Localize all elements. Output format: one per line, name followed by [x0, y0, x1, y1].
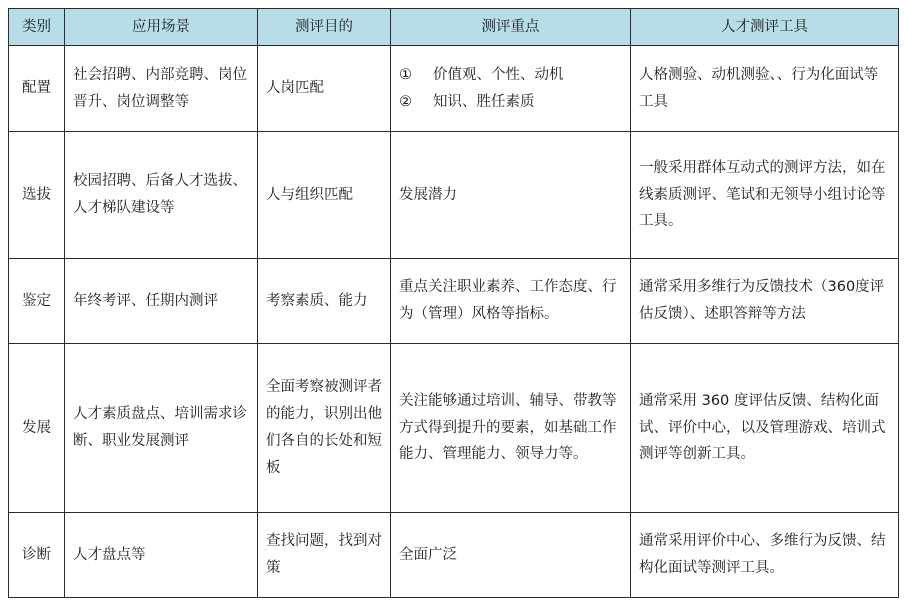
purpose-cell: 全面考察被测评者的能力，识别出他们各自的长处和短板	[258, 344, 391, 513]
focus-cell: 关注能够通过培训、辅导、带教等方式得到提升的要素，如基础工作能力、管理能力、领导力等。	[391, 344, 631, 513]
focus-cell	[391, 46, 631, 132]
scenario-cell: 人才素质盘点、培训需求诊断、职业发展测评	[65, 344, 258, 513]
purpose-cell: 人岗匹配	[258, 46, 391, 132]
tools-cell: 通常采用评价中心、多维行为反馈、结构化面试等测评工具。	[631, 513, 899, 598]
focus-cell: 全面广泛	[391, 513, 631, 598]
scenario-cell: 人才盘点等	[65, 513, 258, 598]
focus-item-text: 价值观、个性、动机	[433, 66, 564, 83]
header-tools: 人才测评工具	[631, 9, 899, 46]
focus-item-text: 知识、胜任素质	[433, 93, 535, 110]
category-cell: 诊断	[9, 513, 65, 598]
category-cell: 发展	[9, 344, 65, 513]
purpose-cell: 考察素质、能力	[258, 259, 391, 344]
header-category: 类别	[9, 9, 65, 46]
header-row	[9, 9, 899, 46]
category-cell: 配置	[9, 46, 65, 132]
focus-marker: ①	[399, 66, 412, 83]
purpose-cell: 查找问题，找到对策	[258, 513, 391, 598]
header-focus: 测评重点	[391, 9, 631, 46]
focus-item	[399, 89, 622, 116]
category-cell: 选拔	[9, 132, 65, 259]
table-row	[9, 46, 899, 132]
tools-cell: 通常采用多维行为反馈技术（360度评估反馈）、述职答辩等方法	[631, 259, 899, 344]
table-row	[9, 132, 899, 259]
scenario-cell: 社会招聘、内部竞聘、岗位晋升、岗位调整等	[65, 46, 258, 132]
header-scenario: 应用场景	[65, 9, 258, 46]
tools-cell: 一般采用群体互动式的测评方法，如在线素质测评、笔试和无领导小组讨论等工具。	[631, 132, 899, 259]
focus-marker: ②	[399, 93, 412, 110]
assessment-table	[8, 8, 899, 598]
tools-cell: 通常采用 360 度评估反馈、结构化面试、评价中心，以及管理游戏、培训式测评等创新工具。	[631, 344, 899, 513]
table-row	[9, 513, 899, 598]
focus-item	[399, 62, 622, 89]
table-row	[9, 259, 899, 344]
category-cell: 鉴定	[9, 259, 65, 344]
header-purpose: 测评目的	[258, 9, 391, 46]
tools-cell: 人格测验、动机测验、、行为化面试等工具	[631, 46, 899, 132]
purpose-cell: 人与组织匹配	[258, 132, 391, 259]
scenario-cell: 年终考评、任期内测评	[65, 259, 258, 344]
focus-cell: 发展潜力	[391, 132, 631, 259]
table-row	[9, 344, 899, 513]
scenario-cell: 校园招聘、后备人才选拔、人才梯队建设等	[65, 132, 258, 259]
focus-cell: 重点关注职业素养、工作态度、行为（管理）风格等指标。	[391, 259, 631, 344]
